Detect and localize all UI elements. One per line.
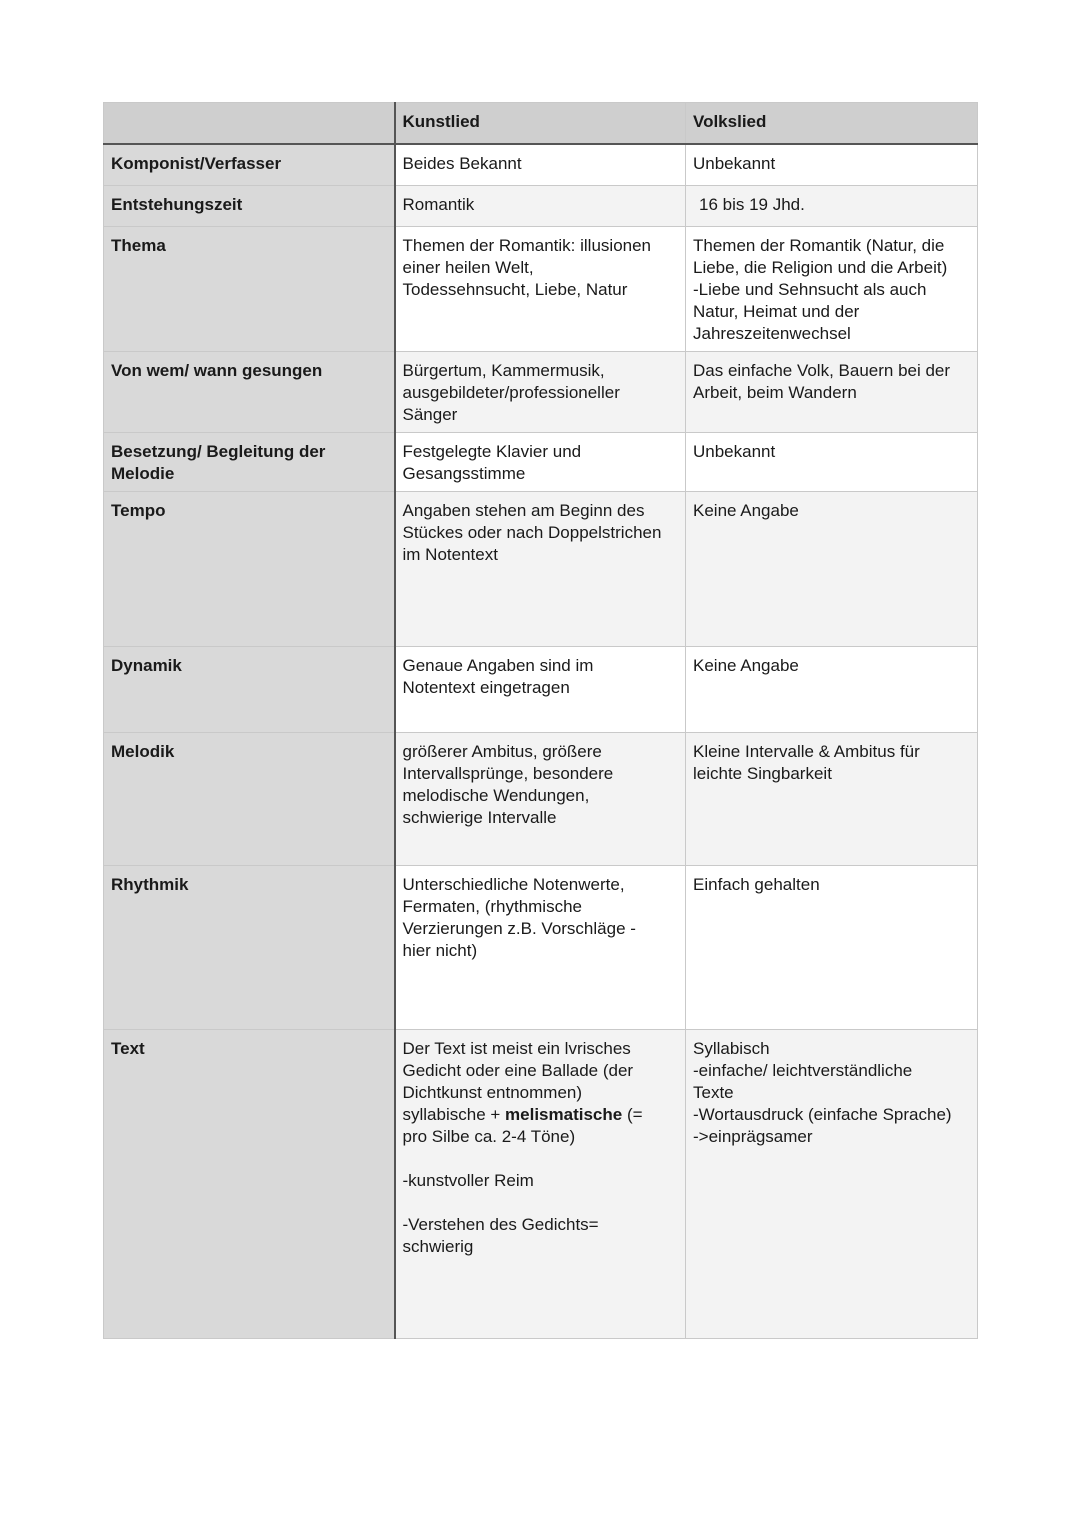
row-label: Entstehungszeit	[104, 185, 395, 226]
text-paragraph	[403, 1038, 679, 1148]
kunstlied-cell: Romantik	[395, 185, 686, 226]
text-paragraph: -kunstvoller Reim	[402, 1170, 534, 1190]
table-row	[104, 226, 978, 351]
row-label: Melodik	[104, 732, 395, 865]
kunstlied-cell: Unterschiedliche Notenwerte, Fermaten, (rhythmische Verzierungen z.B. Vorschläge - hier nicht)	[395, 865, 686, 1029]
volkslied-cell: Themen der Romantik (Natur, die Liebe, die Religion und die Arbeit) -Liebe und Sehnsucht als auch Natur, Heimat und der Jahreszeitenwechsel	[686, 226, 978, 351]
table-row	[104, 185, 978, 226]
kunstlied-cell: Angaben stehen am Beginn des Stückes oder nach Doppelstrichen im Notentext	[395, 491, 686, 646]
volkslied-cell: Unbekannt	[686, 432, 978, 491]
table-row	[104, 351, 978, 432]
text-paragraph: -Verstehen des Gedichts= schwierig	[402, 1214, 599, 1256]
volkslied-cell: Unbekannt	[686, 144, 978, 185]
row-label: Rhythmik	[104, 865, 395, 1029]
row-label: Besetzung/ Begleitung der Melodie	[104, 432, 395, 491]
kunstlied-cell: Beides Bekannt	[395, 144, 686, 185]
row-label: Text	[104, 1029, 395, 1338]
volkslied-cell: Syllabisch -einfache/ leichtverständliche Texte -Wortausdruck (einfache Sprache) ->einprägsamer	[686, 1029, 978, 1338]
header-volkslied: Volkslied	[686, 103, 978, 145]
table-row	[104, 732, 978, 865]
header-corner	[104, 103, 395, 145]
text-part: Der Text ist meist ein lvrisches Gedicht oder eine Ballade (der Dichtkunst entnommen) syllabische +	[402, 1038, 634, 1124]
table-row	[104, 865, 978, 1029]
header-kunstlied: Kunstlied	[395, 103, 686, 145]
text-bold-term: melismatische	[505, 1104, 623, 1124]
table-row	[104, 646, 978, 732]
kunstlied-cell: Bürgertum, Kammermusik, ausgebildeter/professioneller Sänger	[395, 351, 686, 432]
kunstlied-cell: Festgelegte Klavier und Gesangsstimme	[395, 432, 686, 491]
volkslied-text: 16 bis 19 Jhd.	[699, 194, 805, 214]
volkslied-cell: Einfach gehalten	[686, 865, 978, 1029]
row-label: Tempo	[104, 491, 395, 646]
table-row	[104, 1029, 978, 1338]
header-row	[104, 103, 978, 145]
volkslied-cell: Keine Angabe	[686, 646, 978, 732]
volkslied-cell: Das einfache Volk, Bauern bei der Arbeit, beim Wandern	[686, 351, 978, 432]
volkslied-cell: Keine Angabe	[686, 491, 978, 646]
row-label: Dynamik	[104, 646, 395, 732]
volkslied-cell	[686, 185, 978, 226]
volkslied-cell: Kleine Intervalle & Ambitus für leichte Singbarkeit	[686, 732, 978, 865]
row-label: Von wem/ wann gesungen	[104, 351, 395, 432]
comparison-table	[103, 102, 978, 1339]
row-label: Komponist/Verfasser	[104, 144, 395, 185]
kunstlied-cell	[395, 1029, 686, 1338]
table-row	[104, 491, 978, 646]
row-label: Thema	[104, 226, 395, 351]
table-row	[104, 432, 978, 491]
kunstlied-cell: Themen der Romantik: illusionen einer heilen Welt, Todessehnsucht, Liebe, Natur	[395, 226, 686, 351]
kunstlied-cell: größerer Ambitus, größere Intervallsprünge, besondere melodische Wendungen, schwierige Intervalle	[395, 732, 686, 865]
table-row	[104, 144, 978, 185]
text-part: (= pro Silbe ca. 2-4 Töne)	[402, 1104, 643, 1146]
kunstlied-cell: Genaue Angaben sind im Notentext eingetragen	[395, 646, 686, 732]
